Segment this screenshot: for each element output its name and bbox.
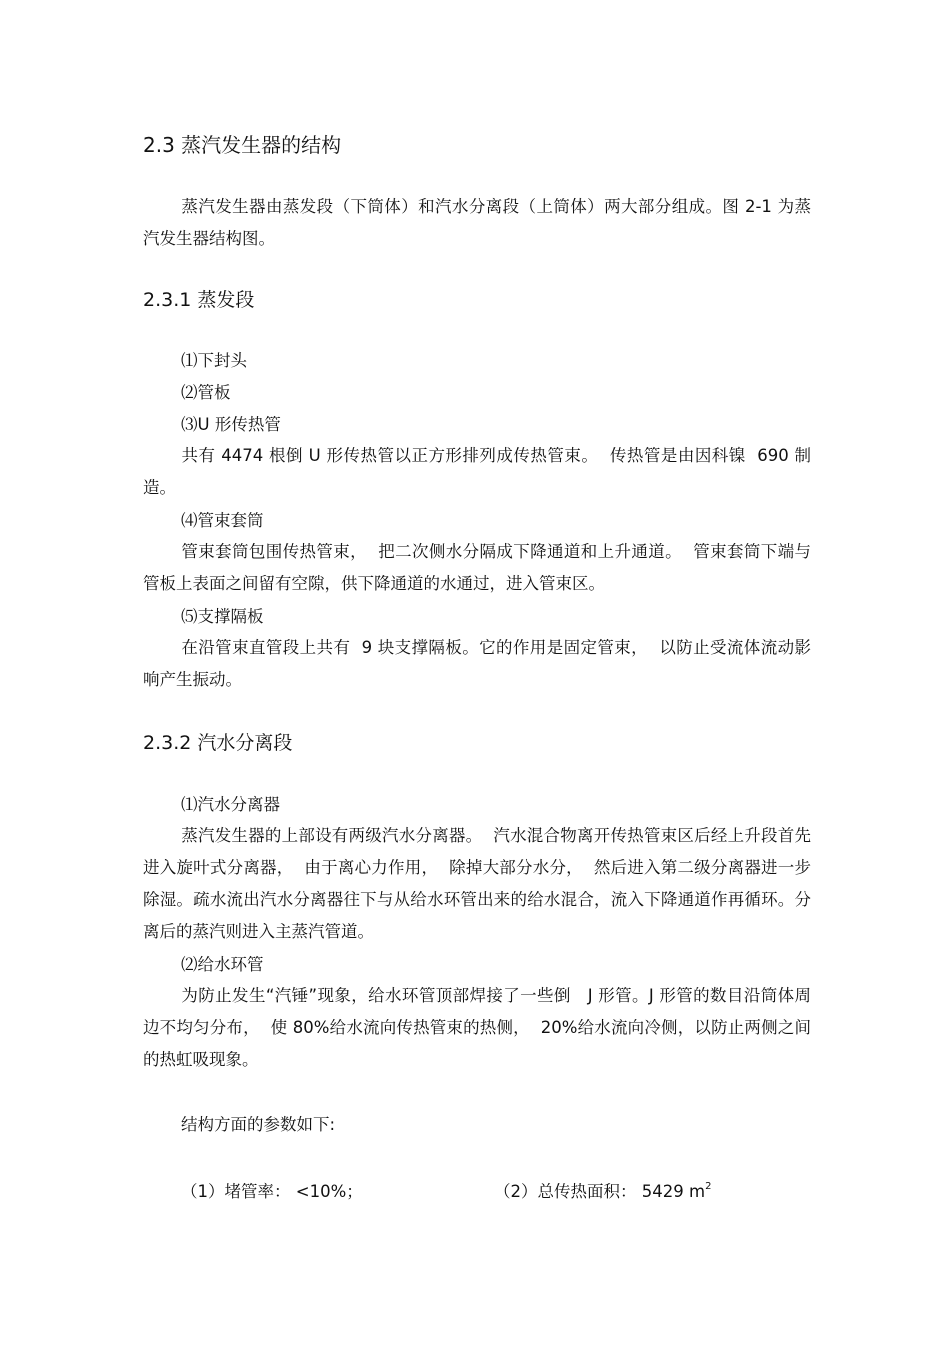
list-item-u-tubes: ⑶U 形传热管: [181, 415, 281, 434]
list-item-moisture-separator: ⑴汽水分离器: [181, 795, 280, 814]
moisture-separator-text: 蒸汽发生器的上部设有两级汽水分离器。 汽水混合物离开传热管束区后经上升段首先进入旋叶式分离器， 由于离心力作用， 除掉大部分水分， 然后进入第二级分离器进一步除湿。疏水流出汽水分离器往下与从给水环管出来的给水混合，流入下降通道作再循环。分离后的蒸汽则进入主蒸汽管道。: [143, 826, 811, 941]
list-item-tube-sheet: ⑵管板: [181, 383, 231, 402]
section-intro: [143, 191, 811, 255]
parameters-row: [181, 1178, 821, 1206]
support-plates-text: 在沿管束直管段上共有 9 块支撑隔板。它的作用是固定管束， 以防止受流体流动影响产生振动。: [143, 638, 811, 689]
param-plugging-rate: （1）堵管率： <10%；: [181, 1182, 363, 1201]
parameters-heading: 结构方面的参数如下:: [181, 1115, 336, 1134]
feedwater-ring-text: 为防止发生“汽锤”现象，给水环管顶部焊接了一些倒 J 形管。J 形管的数目沿筒体周边不均匀分布， 使 80%给水流向传热管束的热侧， 20%给水流向冷侧，以防止两侧之间的热虹吸现象。: [143, 986, 811, 1069]
section-intro-text: 蒸汽发生器由蒸发段（下筒体）和汽水分离段（上筒体）两大部分组成。图 2-1 为蒸汽发生器结构图。: [143, 197, 811, 248]
param-heat-transfer-area-text: （2）总传热面积： 5429 m: [494, 1182, 706, 1201]
subsection-title-separator: 2.3.2 汽水分离段: [143, 732, 293, 754]
subsection-title-evaporator: 2.3.1 蒸发段: [143, 289, 255, 311]
param-heat-transfer-area: [494, 1178, 711, 1206]
list-item-tube-bundle-wrapper: ⑷管束套筒: [181, 511, 264, 530]
wrapper-text: 管束套筒包围传热管束， 把二次侧水分隔成下降通道和上升通道。 管束套筒下端与管板上表面之间留有空隙，供下降通道的水通过，进入管束区。: [143, 542, 811, 593]
u-tubes-text: 共有 4474 根倒 U 形传热管以正方形排列成传热管束。 传热管是由因科镍 690 制造。: [143, 446, 811, 497]
feedwater-ring-paragraph: [143, 980, 811, 1076]
param-area-unit-superscript: 2: [705, 1181, 712, 1192]
list-item-support-plates: ⑸支撑隔板: [181, 607, 264, 626]
support-plates-paragraph: [143, 632, 811, 696]
wrapper-paragraph: [143, 536, 811, 600]
u-tubes-paragraph: [143, 440, 811, 504]
section-title: 2.3 蒸汽发生器的结构: [143, 133, 342, 157]
moisture-separator-paragraph: [143, 820, 811, 948]
list-item-feedwater-ring: ⑵给水环管: [181, 955, 264, 974]
list-item-lower-head: ⑴下封头: [181, 351, 247, 370]
